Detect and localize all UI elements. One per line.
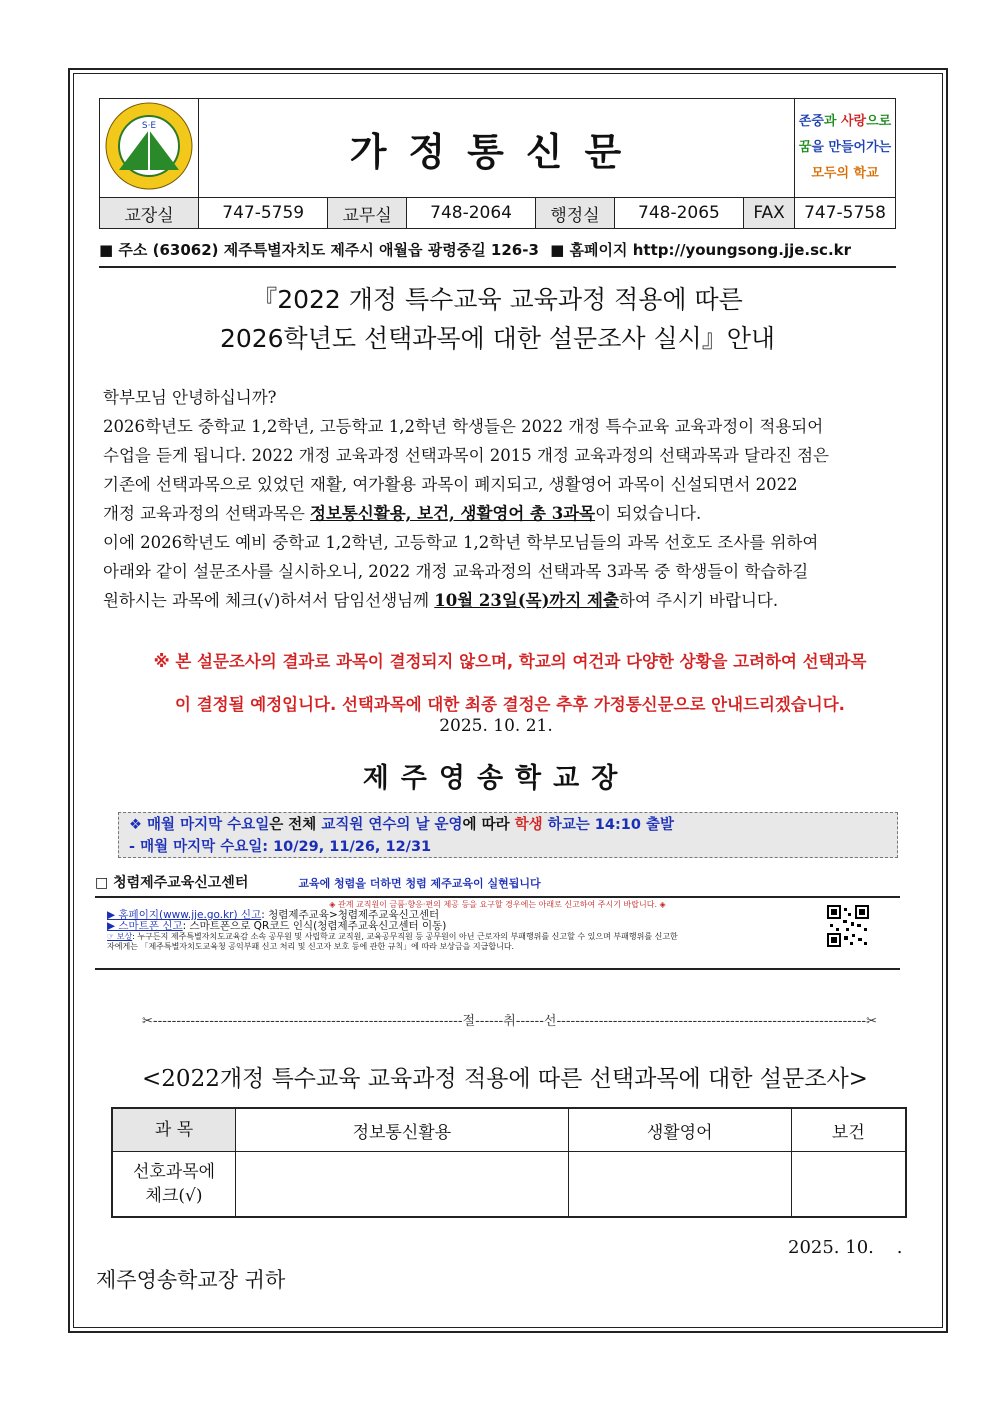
motto-line-2: 꿈을 만들어가는 <box>798 140 892 155</box>
check-row-label: 선호과목에 체크(√) <box>112 1152 236 1218</box>
address-line <box>99 236 896 268</box>
check-cell-life-english[interactable] <box>568 1152 791 1218</box>
motto-line-1: 존중과 사랑으로 <box>798 114 892 129</box>
cut-line: ✂------------------------------------------------------------------절------취------선------------------------------------------------------------------✂ <box>142 1014 877 1029</box>
school-motto <box>795 99 896 198</box>
phone-label: 행정실 <box>536 198 615 229</box>
letterhead <box>99 98 896 229</box>
report-note: ◈ 관계 교직원이 금품·향응·편의 제공 등을 요구할 경우에는 아래로 신고하여 주시기 바랍니다. ◈ <box>329 900 666 909</box>
document-title <box>99 280 896 358</box>
phone-label: 교장실 <box>100 198 199 229</box>
greeting: 학부모님 안녕하십니까? <box>103 388 277 407</box>
subject-option: 생활영어 <box>568 1108 791 1152</box>
phone-number: 748-2065 <box>614 198 743 229</box>
report-subtitle: 교육에 청렴을 더하면 청렴 제주교육이 실현됩니다 <box>298 877 541 890</box>
check-cell-info-comm[interactable] <box>236 1152 569 1218</box>
integrity-report-center <box>95 872 900 970</box>
check-cell-health[interactable] <box>791 1152 906 1218</box>
body-line: 개정 교육과정의 선택과목은 정보통신활용, 보건, 생활영어 총 3과목이 되었습니다. <box>103 504 702 523</box>
submission-date: 2025. 10. . <box>788 1237 903 1258</box>
deadline-highlight: 10월 23일(목)까지 제출 <box>434 591 619 610</box>
svg-text:S·E: S·E <box>141 121 157 131</box>
subjects-highlight: 정보통신활용, 보건, 생활영어 총 3과목 <box>310 504 596 523</box>
school-logo <box>100 99 199 198</box>
school-emblem-icon <box>103 100 195 192</box>
title-line-2: 2026학년도 선택과목에 대한 설문조사 실시』안내 <box>219 324 776 353</box>
report-homepage-link[interactable]: ▶ 홈페이지(www.jje.go.kr) 신고 <box>107 909 262 921</box>
notice-line-2: - 매월 마지막 수요일: 10/29, 11/26, 12/31 <box>129 839 432 855</box>
phone-number: 747-5759 <box>199 198 328 229</box>
report-info-box <box>95 896 900 970</box>
school-address: ■ 주소 (63062) 제주특별자치도 제주시 애월읍 광령중길 126-3 <box>99 241 539 259</box>
subject-option: 정보통신활용 <box>236 1108 569 1152</box>
report-lines: ▶ 홈페이지(www.jje.go.kr) 신고: 청렴제주교육>청렴제주교육신고센터 ▶ 스마트폰 신고: 스마트폰으로 QR코드 인식(청렴제주교육신고센터 이동) ☞ 보상: 누구든지 제주특별자치도교육감 소속 공무원 및 사립학교 교직원, 교육공무직원 등 공무원이 아닌 근로자의 부패행위를 신고할 수 있으며 부패행위를 신고한 자에게는 「제주특별자치도교육청 공익부패 신고 처리 및 신고자 보호 등에 관한 규칙」에 따라 보상금을 지급합니다. <box>107 909 678 951</box>
body-line: 2026학년도 중학교 1,2학년, 고등학교 1,2학년 학생들은 2022 개정 특수교육 교육과정이 적용되어 <box>103 417 824 436</box>
report-heading: □ 청렴제주교육신고센터 교육에 청렴을 더하면 청렴 제주교육이 실현됩니다 <box>95 875 541 891</box>
warning-line: ※ 본 설문조사의 결과로 과목이 결정되지 않으며, 학교의 여건과 다양한 상황을 고려하여 선택과목 <box>153 652 867 671</box>
phone-label: 교무실 <box>328 198 407 229</box>
issue-date: 2025. 10. 21. <box>439 716 553 736</box>
body-line: 이에 2026학년도 예비 중학교 1,2학년, 고등학교 1,2학년 학부모님들의 과목 선호도 조사를 위하여 <box>103 533 819 552</box>
notice-line-1: ❖ 매월 마지막 수요일은 전체 교직원 연수의 날 운영에 따라 학생 하교는 14:10 출발 <box>129 817 675 833</box>
addressee: 제주영송학교장 귀하 <box>96 1268 286 1292</box>
qr-code-icon[interactable] <box>826 904 870 948</box>
warning-line: 이 결정될 예정입니다. 선택과목에 대한 최종 결정은 추후 가정통신문으로 안내드리겠습니다. <box>175 695 845 714</box>
warning-notice <box>100 640 920 726</box>
letter-body <box>103 383 923 615</box>
phone-label: FAX <box>744 198 795 229</box>
survey-form <box>111 1107 907 1218</box>
title-line-1: 『2022 개정 특수교육 교육과정 적용에 따른 <box>252 285 743 314</box>
body-line: 원하시는 과목에 체크(√)하셔서 담임선생님께 10월 23일(목)까지 제출하여 주시기 바랍니다. <box>103 591 779 610</box>
survey-title: <2022개정 특수교육 교육과정 적용에 따른 선택과목에 대한 설문조사> <box>142 1066 868 1092</box>
motto-line-3: 모두의 학교 <box>811 166 879 181</box>
body-line: 기존에 선택과목으로 있었던 재활, 여가활용 과목이 폐지되고, 생활영어 과목이 신설되면서 2022 <box>103 475 798 494</box>
body-line: 아래와 같이 설문조사를 실시하오니, 2022 개정 교육과정의 선택과목 3과목 중 학생들이 학습하길 <box>103 562 809 581</box>
principal-signature: 제주영송학교장 <box>362 763 630 794</box>
subject-column-label: 과 목 <box>112 1108 236 1152</box>
body-line: 수업을 듣게 됩니다. 2022 개정 교육과정 선택과목이 2015 개정 교육과정의 선택과목과 달라진 점은 <box>103 446 829 465</box>
wednesday-notice <box>118 812 898 858</box>
phone-number: 748-2064 <box>406 198 535 229</box>
phone-number: 747-5758 <box>795 198 896 229</box>
newsletter-title: 가정통신문 <box>199 99 795 198</box>
subject-option: 보건 <box>791 1108 906 1152</box>
phone-directory <box>100 198 896 229</box>
survey-check-row <box>112 1152 906 1218</box>
survey-header-row <box>112 1108 906 1152</box>
school-homepage-link[interactable]: ■ 홈페이지 http://youngsong.jje.sc.kr <box>550 241 852 259</box>
